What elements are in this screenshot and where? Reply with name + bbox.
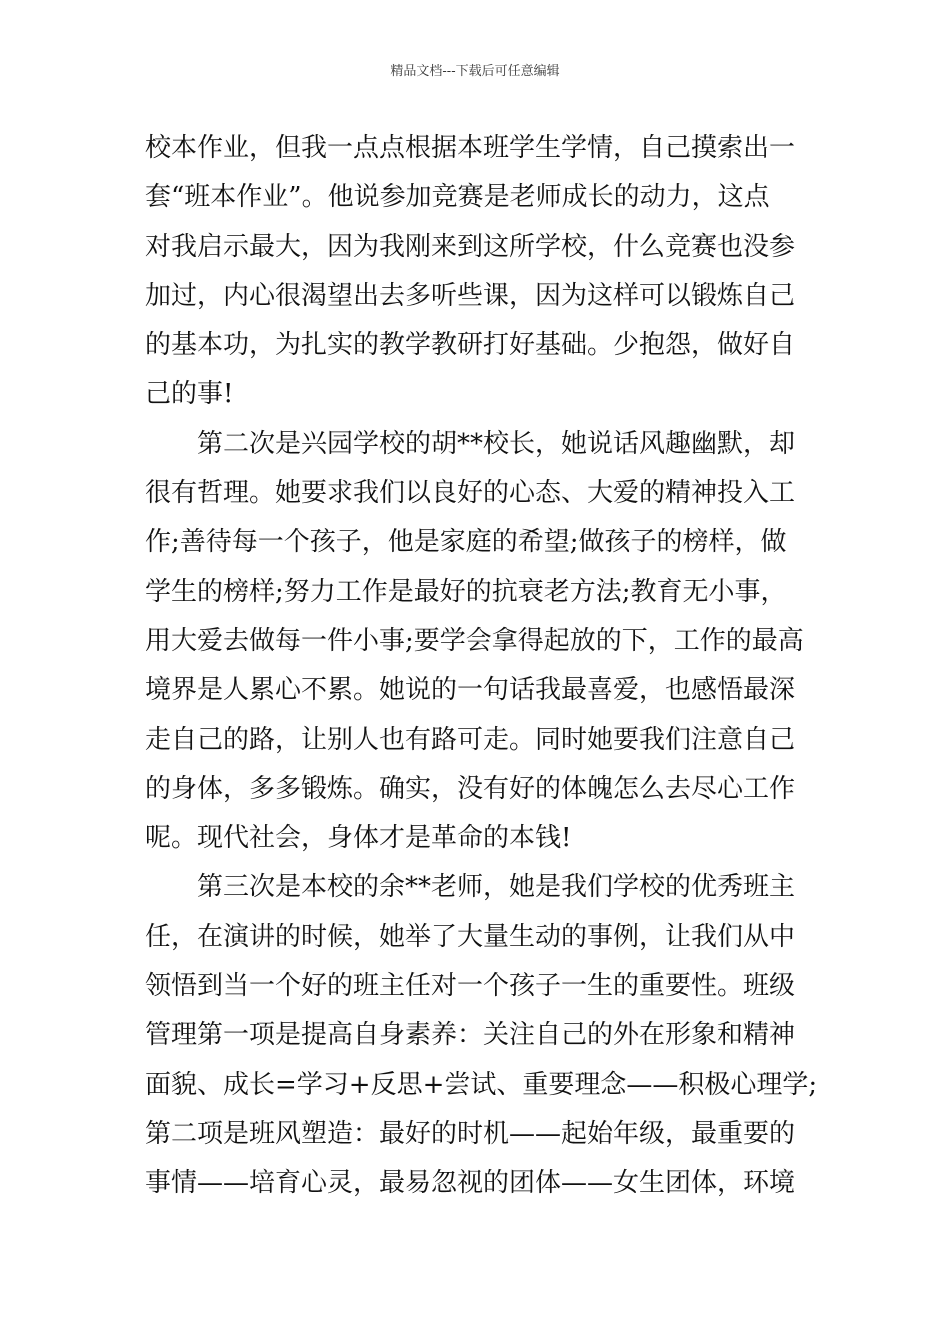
text-line: 校本作业，但我一点点根据本班学生学情，自己摸索出一 [145, 133, 796, 163]
text-line: 任，在演讲的时候，她举了大量生动的事例，让我们从中 [145, 921, 796, 952]
text-line: 境界是人累心不累。她说的一句话我最喜爱，也感悟最深 [145, 675, 796, 706]
text-line: 用大爱去做每一件小事;要学会拿得起放的下，工作的最高 [145, 625, 804, 656]
text-line: 的身体，多多锻炼。确实，没有好的体魄怎么去尽心工作 [145, 773, 796, 804]
text-line: 管理第一项是提高自身素养：关注自己的外在形象和精神 [145, 1020, 796, 1051]
paragraph-1 [145, 124, 809, 420]
text-line: 事情——培育心灵，最易忽视的团体——女生团体，环境 [145, 1168, 796, 1199]
text-line: 第二项是班风塑造：最好的时机——起始年级，最重要的 [145, 1118, 796, 1149]
text-line: 的基本功，为扎实的教学教研打好基础。少抱怨，做好自 [145, 330, 796, 361]
paragraph-3 [145, 863, 818, 1208]
text-line: 对我启示最大，因为我刚来到这所学校，什么竞赛也没参 [145, 231, 796, 262]
text-line: 学生的榜样;努力工作是最好的抗衰老方法;教育无小事， [145, 576, 787, 607]
page-header [0, 62, 950, 82]
paragraph-2 [145, 420, 809, 864]
text-line: 领悟到当一个好的班主任对一个孩子一生的重要性。班级 [145, 971, 796, 1002]
header-text: 精品文档---下载后可任意编辑 [390, 64, 560, 79]
text-line: 走自己的路，让别人也有路可走。同时她要我们注意自己 [145, 724, 796, 755]
text-line: 第二次是兴园学校的胡**校长，她说话风趣幽默，却 [145, 428, 796, 459]
text-line: 加过，内心很渴望出去多听些课，因为这样可以锻炼自己 [145, 280, 796, 311]
document-body [145, 124, 818, 1209]
text-line: 第三次是本校的余**老师，她是我们学校的优秀班主 [145, 872, 796, 903]
text-line: 作;善待每一个孩子，他是家庭的希望;做孩子的榜样，做 [145, 527, 787, 558]
text-line: 己的事! [145, 379, 234, 410]
text-line: 套“班本作业”。他说参加竞赛是老师成长的动力，这点 [145, 182, 770, 213]
text-line: 呢。现代社会，身体才是革命的本钱! [145, 823, 572, 854]
text-line: 面貌、成长=学习+反思+尝试、重要理念——积极心理学; [145, 1069, 818, 1100]
text-line: 很有哲理。她要求我们以良好的心态、大爱的精神投入工 [145, 478, 796, 509]
